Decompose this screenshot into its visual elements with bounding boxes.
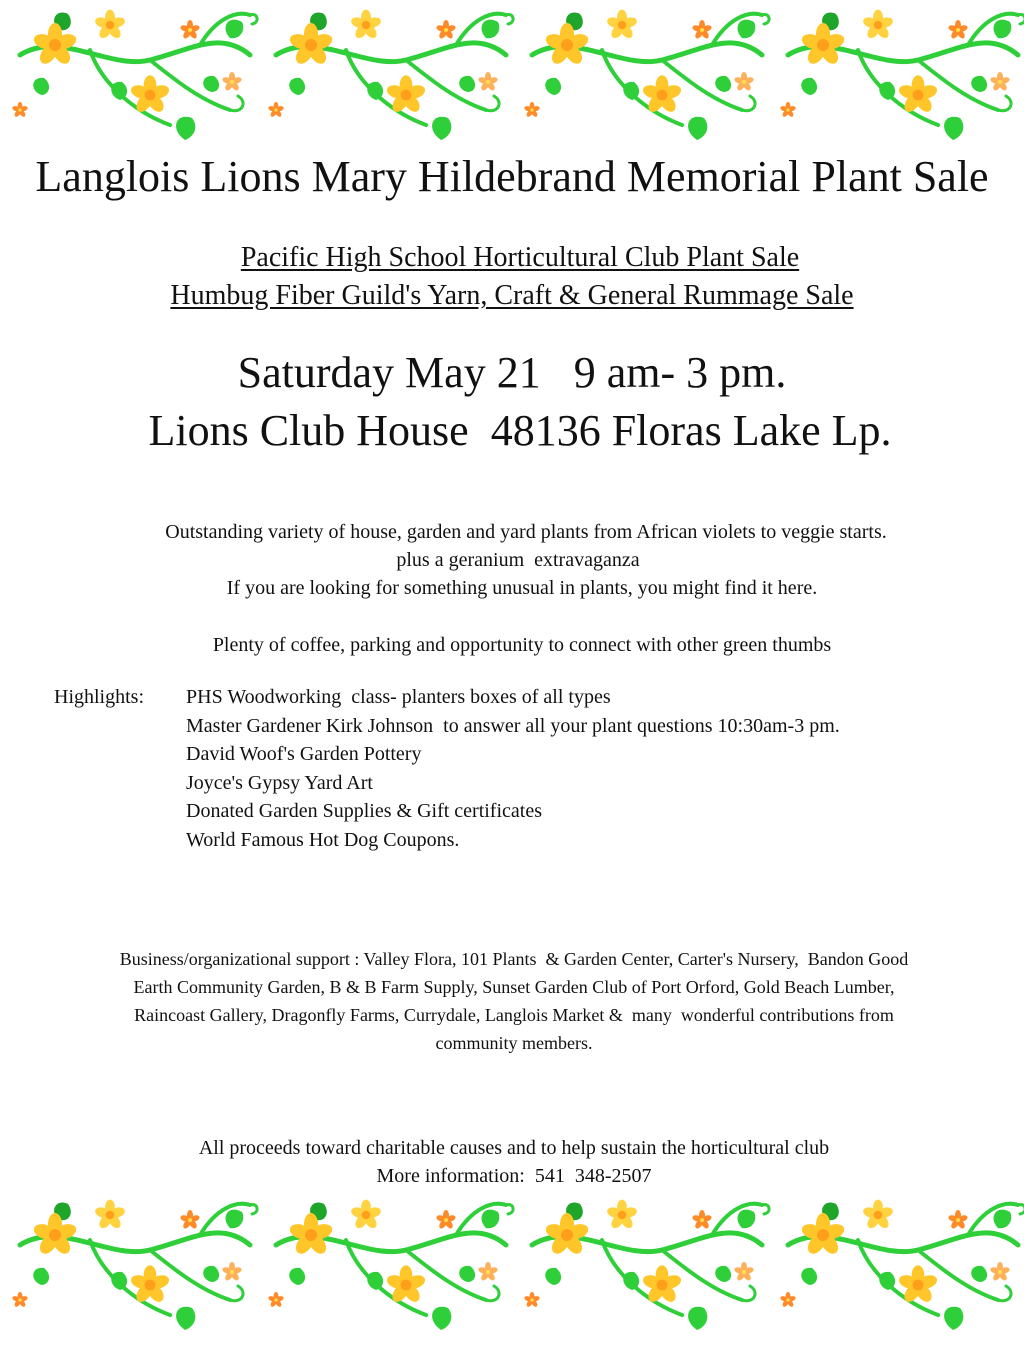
support-line: community members. [435, 1033, 593, 1053]
highlights-list [186, 683, 840, 855]
page-title: Langlois Lions Mary Hildebrand Memorial Plant Sale [35, 152, 989, 201]
support-line: Earth Community Garden, B & B Farm Supply, Sunset Garden Club of Port Orford, Gold Beach Lumber, [133, 977, 895, 997]
highlight-item: PHS Woodworking class- planters boxes of all types [186, 686, 611, 708]
support-line: Business/organizational support : Valley Flora, 101 Plants & Garden Center, Carter's Nursery, Bandon Good [119, 949, 909, 969]
subtitle-fiber-guild: Humbug Fiber Guild's Yarn, Craft & General Rummage Sale [170, 280, 854, 311]
highlights-label: Highlights: [54, 686, 145, 708]
support-line: Raincoast Gallery, Dragonfly Farms, Currydale, Langlois Market & many wonderful contributions from [134, 1005, 894, 1025]
bottom-floral-border [0, 1190, 1024, 1340]
description-line: Outstanding variety of house, garden and yard plants from African violets to veggie starts. [165, 521, 887, 543]
event-date-time: Saturday May 21 9 am- 3 pm. [237, 348, 787, 397]
highlight-item: Joyce's Gypsy Yard Art [186, 771, 373, 794]
floral-vine-border-icon [0, 0, 1024, 150]
top-floral-border [0, 0, 1024, 150]
proceeds-note: All proceeds toward charitable causes and to help sustain the horticultural club [198, 1137, 830, 1159]
floral-vine-border-icon [0, 1190, 1024, 1340]
highlight-item: David Woof's Garden Pottery [186, 743, 422, 766]
highlight-item: Master Gardener Kirk Johnson to answer all your plant questions 10:30am-3 pm. [186, 714, 840, 737]
highlight-item: World Famous Hot Dog Coupons. [186, 828, 460, 851]
description-line: If you are looking for something unusual in plants, you might find it here. [226, 577, 818, 599]
event-location: Lions Club House 48136 Floras Lake Lp. [148, 406, 892, 455]
highlight-item: Donated Garden Supplies & Gift certificates [186, 800, 542, 823]
contact-info: More information: 541 348-2507 [376, 1165, 652, 1187]
description-line: Plenty of coffee, parking and opportunity to connect with other green thumbs [212, 634, 832, 656]
subtitle-horticultural-club: Pacific High School Horticultural Club Plant Sale [240, 242, 800, 273]
description-line: plus a geranium extravaganza [396, 549, 640, 571]
